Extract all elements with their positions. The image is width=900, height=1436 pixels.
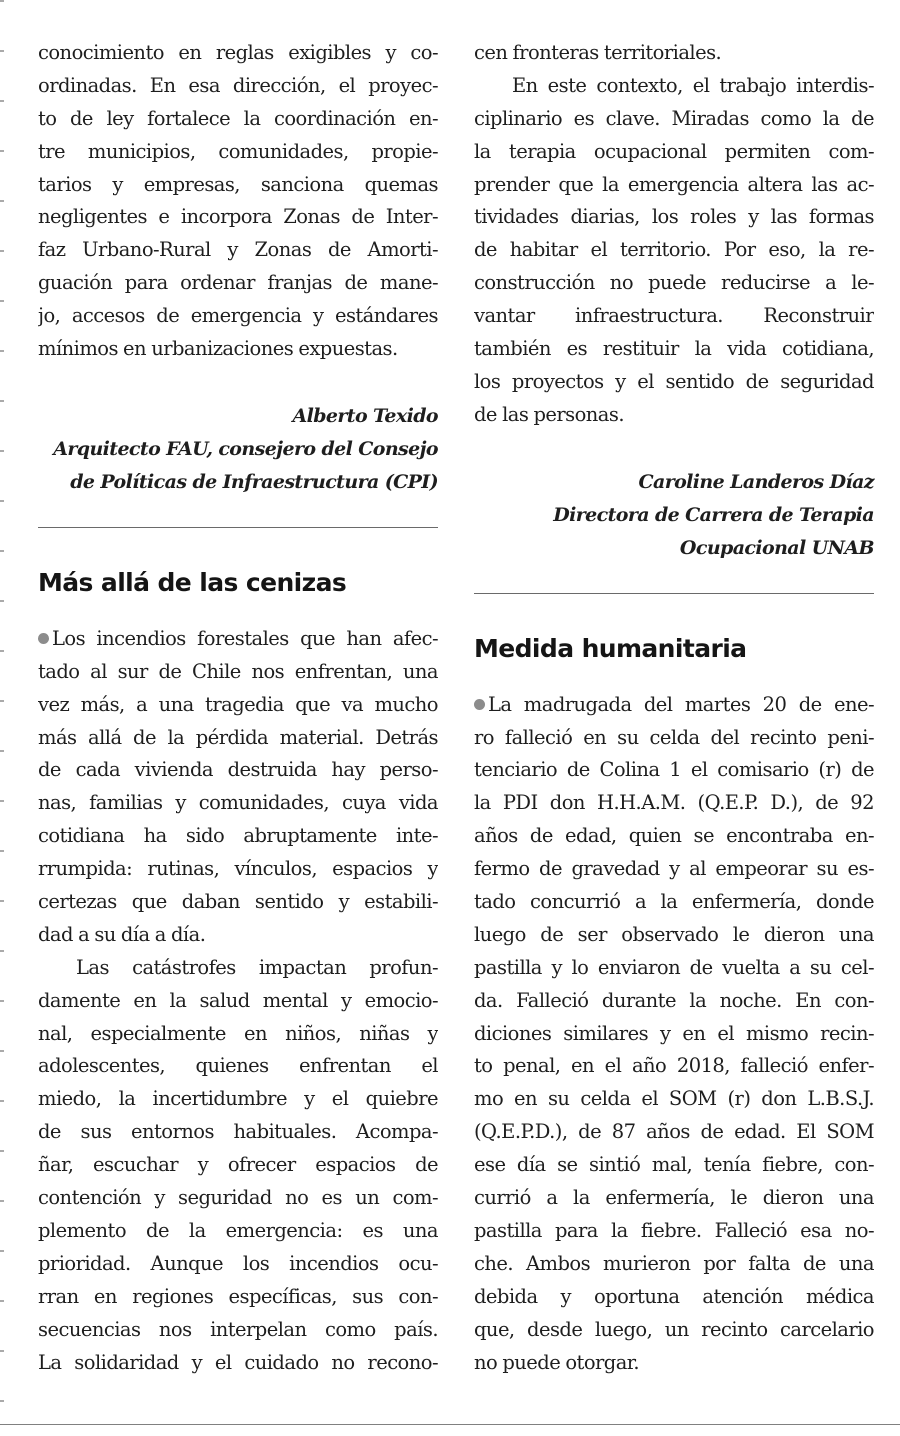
text-line: damente en la salud mental y emocio- xyxy=(38,988,438,1012)
text-line: tado concurrió a la enfermería, donde xyxy=(474,890,874,914)
text-line: rrumpida: rutinas, vínculos, espacios y xyxy=(38,857,438,881)
article-continuation-text xyxy=(474,0,874,432)
text-line: debida y oportuna atención médica xyxy=(474,1284,874,1308)
article-headline: Más allá de las cenizas xyxy=(38,567,347,597)
text-line: ciplinario es clave. Miradas como la de xyxy=(474,106,874,130)
author-role: Arquitecto FAU, consejero del Consejo xyxy=(53,437,438,460)
article-headline: Medida humanitaria xyxy=(474,633,747,663)
text-line: Las catástrofes impactan profun- xyxy=(76,955,438,979)
text-line: currió a la enfermería, le dieron una xyxy=(474,1186,874,1210)
article-body xyxy=(474,689,874,1380)
author-role: Directora de Carrera de Terapia xyxy=(553,503,874,526)
text-line: más allá de la pérdida material. Detrás xyxy=(38,725,438,749)
text-line: da. Falleció durante la noche. En con- xyxy=(474,988,874,1012)
text-line: de habitar el territorio. Por eso, la re- xyxy=(474,238,874,262)
author-name: Alberto Texido xyxy=(292,404,438,427)
text-line: vantar infraestructura. Reconstruir xyxy=(474,304,874,328)
author-role: de Políticas de Infraestructura (CPI) xyxy=(70,470,438,493)
signature-block xyxy=(38,400,438,499)
author-name: Caroline Landeros Díaz xyxy=(638,470,874,493)
text-line: prioridad. Aunque los incendios ocu- xyxy=(38,1251,438,1275)
text-line: años de edad, quien se encontraba en- xyxy=(474,824,874,848)
text-line: prender que la emergencia altera las ac- xyxy=(474,172,874,196)
section-divider xyxy=(38,527,438,528)
text-line: ordinadas. En esa dirección, el proyec- xyxy=(38,73,438,97)
text-line: En este contexto, el trabajo interdis- xyxy=(512,73,874,97)
text-line: faz Urbano-Rural y Zonas de Amorti- xyxy=(38,238,438,262)
right-column xyxy=(474,0,874,1379)
text-line: certezas que daban sentido y estabili- xyxy=(38,890,438,914)
text-line: tre municipios, comunidades, propie- xyxy=(38,139,438,163)
bullet-icon xyxy=(474,699,485,710)
text-line: también es restituir la vida cotidiana, xyxy=(474,337,874,361)
text-line: los proyectos y el sentido de seguridad xyxy=(474,369,874,393)
text-line: contención y seguridad no es un com- xyxy=(38,1186,438,1210)
text-line: pastilla para la fiebre. Falleció esa no- xyxy=(474,1218,874,1242)
text-line: ro falleció en su celda del recinto peni- xyxy=(474,725,874,749)
text-line: no puede otorgar. xyxy=(474,1350,640,1374)
article-body xyxy=(38,623,438,1379)
text-line: to de ley fortalece la coordinación en- xyxy=(38,106,438,130)
text-line: conocimiento en reglas exigibles y co- xyxy=(38,41,438,64)
text-line: cen fronteras territoriales. xyxy=(474,41,722,64)
text-line: tado al sur de Chile nos enfrentan, una xyxy=(38,659,438,683)
text-line: cotidiana ha sido abruptamente inte- xyxy=(38,824,438,848)
text-line: nal, especialmente en niños, niñas y xyxy=(38,1021,438,1045)
text-line: fermo de gravedad y al empeorar su es- xyxy=(474,857,874,881)
text-line: rran en regiones específicas, sus con- xyxy=(38,1284,438,1308)
text-line: plemento de la emergencia: es una xyxy=(38,1218,438,1242)
text-line: negligentes e incorpora Zonas de Inter- xyxy=(38,205,438,229)
text-line: tenciario de Colina 1 el comisario (r) de xyxy=(474,758,874,782)
text-line: construcción no puede reducirse a le- xyxy=(474,271,874,295)
text-line: adolescentes, quienes enfrentan el xyxy=(38,1054,438,1078)
text-line: guación para ordenar franjas de mane- xyxy=(38,271,438,295)
column-edge-marks xyxy=(0,0,4,1436)
text-line: de sus entornos habituales. Acompa- xyxy=(38,1120,438,1144)
text-line: tarios y empresas, sanciona quemas xyxy=(38,172,438,196)
text-line: La madrugada del martes 20 de ene- xyxy=(474,689,874,722)
text-line: tividades diarias, los roles y las formas xyxy=(474,205,874,229)
text-line: ñar, escuchar y ofrecer espacios de xyxy=(38,1153,438,1177)
text-line: luego de ser observado le dieron una xyxy=(474,922,874,946)
text-line: de las personas. xyxy=(474,402,624,426)
author-role: Ocupacional UNAB xyxy=(679,536,874,559)
text-line: Los incendios forestales que han afec- xyxy=(38,623,438,656)
text-line: secuencias nos interpelan como país. xyxy=(38,1317,438,1341)
text-line: la PDI don H.H.A.M. (Q.E.P. D.), de 92 xyxy=(474,791,874,815)
text-line: de cada vivienda destruida hay perso- xyxy=(38,758,438,782)
text-line: vez más, a una tragedia que va mucho xyxy=(38,692,438,716)
bullet-icon xyxy=(38,633,49,644)
text-line: La solidaridad y el cuidado no recono- xyxy=(38,1350,438,1374)
text-line: ese día se sintió mal, tenía fiebre, con- xyxy=(474,1153,874,1177)
article-continuation-text xyxy=(38,0,438,366)
text-line: mínimos en urbanizaciones expuestas. xyxy=(38,337,398,361)
text-line: que, desde luego, un recinto carcelario xyxy=(474,1317,874,1341)
text-line: la terapia ocupacional permiten com- xyxy=(474,139,874,163)
text-line: (Q.E.P.D.), de 87 años de edad. El SOM xyxy=(474,1120,874,1144)
text-line: miedo, la incertidumbre y el quiebre xyxy=(38,1087,438,1111)
text-line: che. Ambos murieron por falta de una xyxy=(474,1251,874,1275)
text-line: dad a su día a día. xyxy=(38,922,206,946)
left-column xyxy=(38,0,438,1379)
text-line: mo en su celda el SOM (r) don L.B.S.J. xyxy=(474,1087,874,1111)
text-line: jo, accesos de emergencia y estándares xyxy=(38,304,438,328)
signature-block xyxy=(474,466,874,565)
text-line: to penal, en el año 2018, falleció enfer- xyxy=(474,1054,874,1078)
text-line: nas, familias y comunidades, cuya vida xyxy=(38,791,438,815)
section-divider xyxy=(474,593,874,594)
text-line: diciones similares y en el mismo recin- xyxy=(474,1021,874,1045)
text-line: pastilla y lo enviaron de vuelta a su cel- xyxy=(474,955,874,979)
page-bottom-divider xyxy=(0,1424,900,1425)
